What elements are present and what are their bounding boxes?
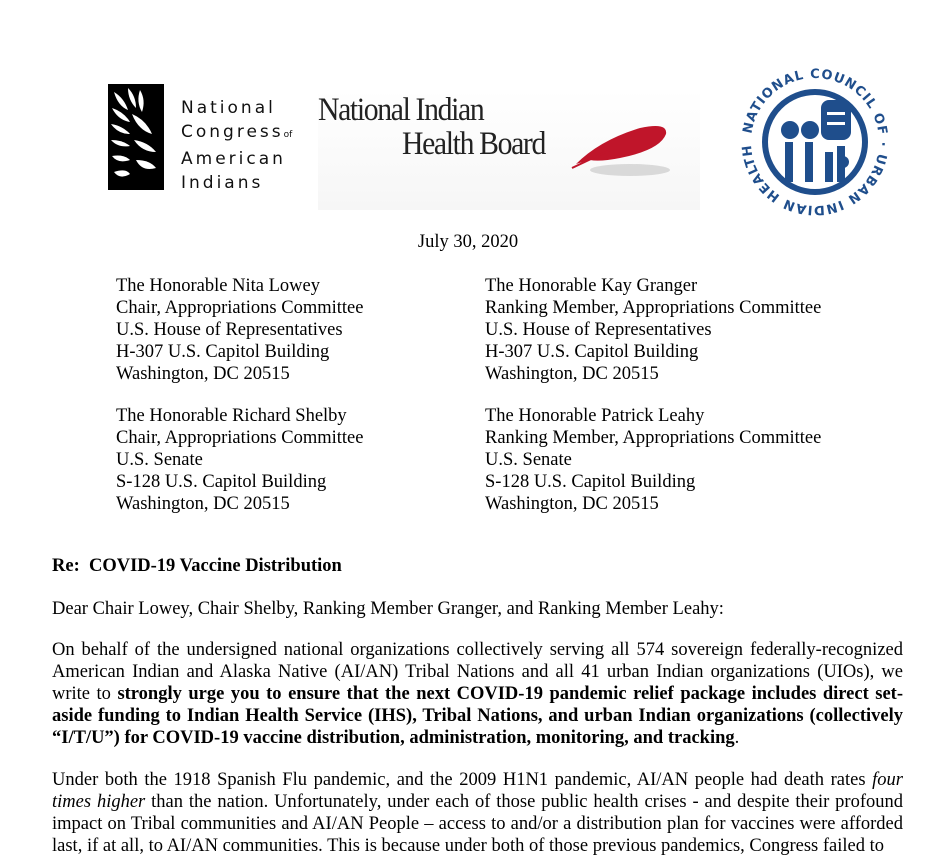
ncai-line: of xyxy=(283,130,293,140)
recipient-line: H-307 U.S. Capitol Building xyxy=(116,342,330,362)
paragraph-1 xyxy=(52,639,903,749)
recipient-line: U.S. Senate xyxy=(116,450,203,470)
recipient-line: Ranking Member, Appropriations Committee xyxy=(485,298,822,318)
nihb-line-2: Health Board xyxy=(402,126,545,162)
paragraph-italic-text: four times higher xyxy=(52,770,903,812)
recipient-line: S-128 U.S. Capitol Building xyxy=(485,472,696,492)
feather-icon xyxy=(570,120,680,180)
recipient-line: U.S. Senate xyxy=(485,450,572,470)
recipient-block xyxy=(116,275,363,385)
recipient-line: Ranking Member, Appropriations Committee xyxy=(485,428,822,448)
recipient-line: The Honorable Patrick Leahy xyxy=(485,406,705,426)
recipient-line: Washington, DC 20515 xyxy=(485,364,659,384)
salutation: Dear Chair Lowey, Chair Shelby, Ranking Member Granger, and Ranking Member Leahy: xyxy=(52,599,724,619)
headdress-icon xyxy=(108,84,170,190)
paragraph-2 xyxy=(52,769,903,857)
paragraph-text: On behalf of the undersigned national organizations collectively serving all 574 sovereign federally-recognized American Indian and Alaska Native (AI/AN) Tribal Nations and all 41 urban Indian organizations (UIOs), we write to xyxy=(52,640,903,704)
recipient-line: Chair, Appropriations Committee xyxy=(116,428,364,448)
paragraph-text: Under both the 1918 Spanish Flu pandemic, and the 2009 H1N1 pandemic, AI/AN people had death rates xyxy=(52,770,873,790)
recipient-line: S-128 U.S. Capitol Building xyxy=(116,472,327,492)
nihb-line-1: National Indian xyxy=(318,92,484,128)
recipient-line: The Honorable Nita Lowey xyxy=(116,276,320,296)
paragraph-text: than the nation. Unfortunately, under each of those public health crises - and despite their profound impact on Tribal communities and AI/AN People – access to and/or a distribution plan for vaccines were afforded last, if at all, to AI/AN communities. This is because under both of those previous pandemics, Congress failed to xyxy=(52,792,903,856)
recipient-line: The Honorable Richard Shelby xyxy=(116,406,347,426)
ncai-line: Indians xyxy=(181,173,264,193)
paragraph-text: . xyxy=(734,728,740,748)
recipient-line: U.S. House of Representatives xyxy=(485,320,712,340)
recipient-line: The Honorable Kay Granger xyxy=(485,276,698,296)
recipient-line: Washington, DC 20515 xyxy=(116,494,290,514)
recipient-block xyxy=(485,275,821,385)
paragraph-bold-text: strongly urge you to ensure that the next COVID-19 pandemic relief package includes direct set-aside funding to Indian Health Service (IHS), Tribal Nations, and urban Indian organizations (collectively “I/T/U”) for COVID-19 vaccine distribution, administration, monitoring, and tracking xyxy=(52,684,903,748)
recipient-line: Washington, DC 20515 xyxy=(485,494,659,514)
ncai-line: American xyxy=(181,149,286,169)
ncuih-logo xyxy=(735,62,895,222)
recipient-line: Washington, DC 20515 xyxy=(116,364,290,384)
recipient-line: Chair, Appropriations Committee xyxy=(116,298,364,318)
subject-line: Re: COVID-19 Vaccine Distribution xyxy=(52,556,342,576)
ncai-line: Congress xyxy=(181,122,284,142)
letter-date: July 30, 2020 xyxy=(417,232,519,252)
svg-text:NATIONAL COUNCIL OF · URBAN IN: NATIONAL COUNCIL OF · URBAN INDIAN HEALTH xyxy=(739,66,891,218)
nihb-logo xyxy=(318,90,700,210)
ncai-line: National xyxy=(181,98,276,118)
ncai-logo xyxy=(108,84,293,193)
recipient-block xyxy=(485,405,821,515)
recipient-block xyxy=(116,405,363,515)
recipient-line: U.S. House of Representatives xyxy=(116,320,343,340)
recipient-line: H-307 U.S. Capitol Building xyxy=(485,342,699,362)
